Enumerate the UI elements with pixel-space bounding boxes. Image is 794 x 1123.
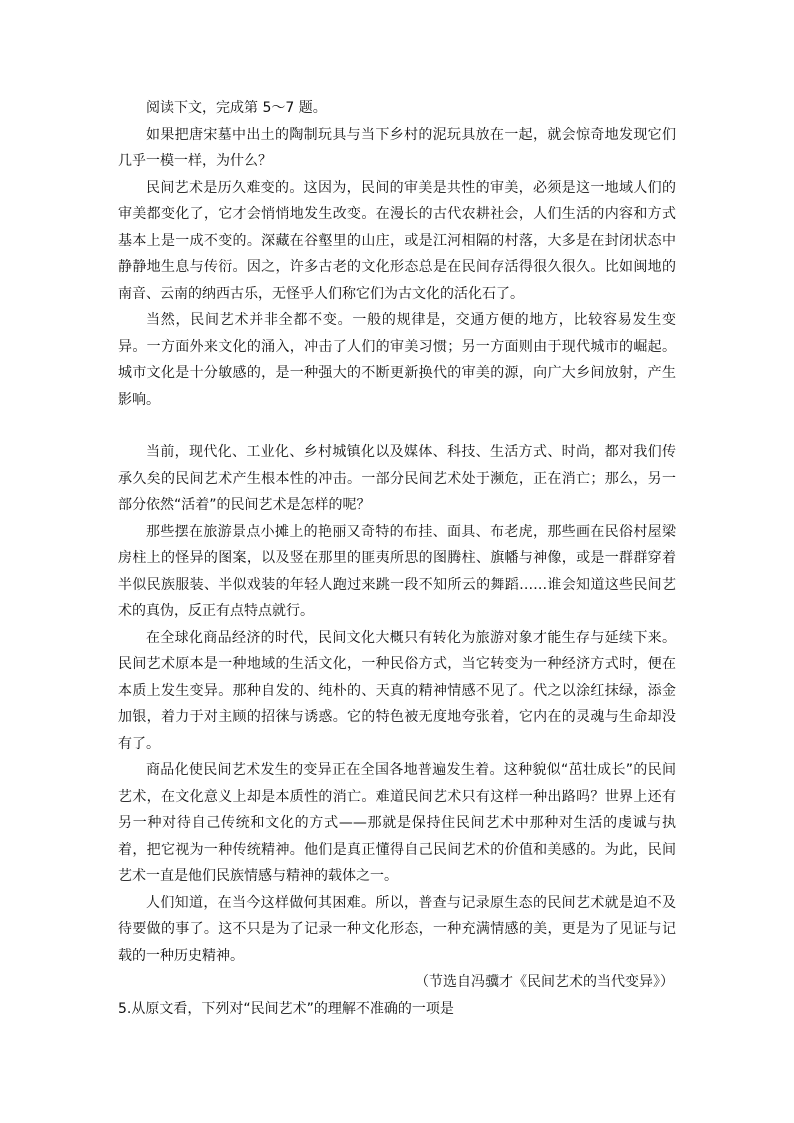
paragraph-8: 人们知道，在当今这样做何其困难。所以，普查与记录原生态的民间艺术就是迫不及待要做的事了。这不只是为了记录一种文化形态，一种充满情感的美，更是为了见证与记载的一种历史精神。 — [118, 894, 676, 964]
paragraph-1: 如果把唐宋墓中出土的陶制玩具与当下乡村的泥玩具放在一起，就会惊奇地发现它们几乎一模一样，为什么？ — [118, 126, 676, 169]
source-citation: （节选自冯骥才《民间艺术的当代变异》） — [415, 974, 674, 990]
article-body — [118, 95, 676, 1022]
paragraph-7: 商品化使民间艺术发生的变异正在全国各地普遍发生着。这种貌似“茁壮成长”的民间艺术，在文化意义上却是本质性的消亡。难道民间艺术只有这样一种出路吗？世界上还有另一种对待自己传统和文化的方式——那就是保持住民间艺术中那种对生活的虔诚与执着，把它视为一种传统精神。他们是真正懂得自己民间艺术的价值和美感的。为此，民间艺术一直是他们民族情感与精神的载体之一。 — [118, 762, 676, 884]
paragraph-3: 当然，民间艺术并非全都不变。一般的规律是，交通方便的地方，比较容易发生变异。一方面外来文化的涌入，冲击了人们的审美习惯；另一方面则由于现代城市的崛起。城市文化是十分敏感的，是一种强大的不断更新换代的审美的源，向广大乡间放射，产生影响。 — [118, 312, 676, 408]
paragraph-2: 民间艺术是历久难变的。这因为，民间的审美是共性的审美，必须是这一地域人们的审美都变化了，它才会悄悄地发生改变。在漫长的古代农耕社会，人们生活的内容和方式基本上是一成不变的。深藏在谷壑里的山庄，或是江河相隔的村落，大多是在封闭状态中静静地生息与传衍。因之，许多古老的文化形态总是在民间存活得很久很久。比如闽地的南音、云南的纳西古乐，无怪乎人们称它们为古文化的活化石了。 — [118, 179, 676, 302]
paragraph-4: 当前，现代化、工业化、乡村城镇化以及媒体、科技、生活方式、时尚，都对我们传承久矣的民间艺术产生根本性的冲击。一部分民间艺术处于濒危，正在消亡；那么，另一部分依然“活着”的民间艺术是怎样的呢？ — [118, 444, 676, 513]
reading-instruction: 阅读下文，完成第 5～7 题。 — [146, 100, 327, 116]
paragraph-5: 那些摆在旅游景点小摊上的艳丽又奇特的布挂、面具、布老虎，那些画在民俗村屋梁房柱上的怪异的图案，以及竖在那里的匪夷所思的图腾柱、旗幡与神像，或是一群群穿着半似民族服装、半似戏装的年轻人跑过来跳一段不知所云的舞蹈……谁会知道这些民间艺术的真伪，反正有点特点就行。 — [118, 523, 676, 619]
blank-line — [118, 413, 676, 439]
paragraph-6: 在全球化商品经济的时代，民间文化大概只有转化为旅游对象才能生存与延续下来。民间艺术原本是一种地域的生活文化，一种民俗方式，当它转变为一种经济方式时，便在本质上发生变异。那种自发的、纯朴的、天真的精神情感不见了。代之以涂红抹绿，添金加银，着力于对主顾的招徕与诱惑。它的特色被无度地夸张着，它内在的灵魂与生命却没有了。 — [118, 629, 676, 752]
question-5: 5.从原文看，下列对“民间艺术”的理解不准确的一项是 — [118, 1000, 454, 1017]
